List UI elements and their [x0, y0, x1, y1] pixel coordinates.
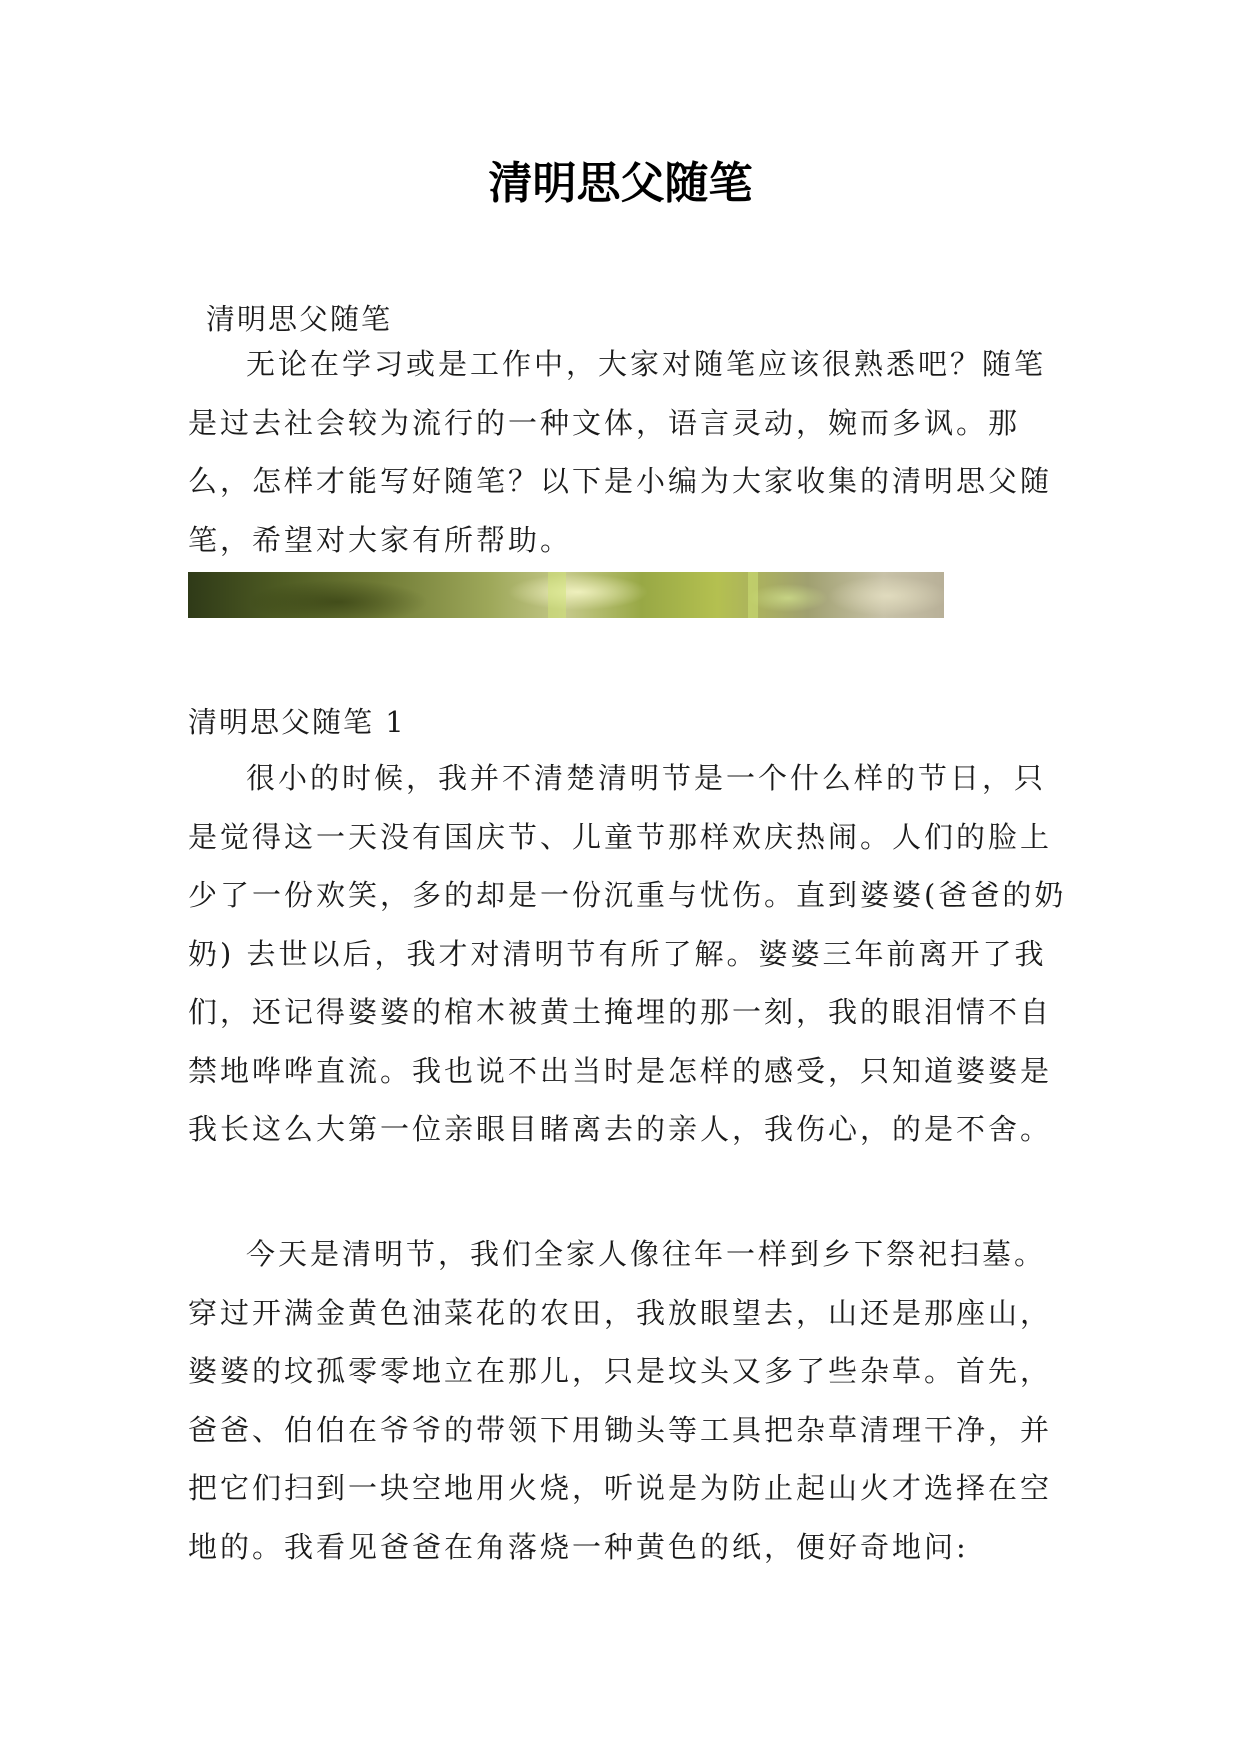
document-subtitle: 清明思父随笔: [206, 302, 393, 336]
decorative-banner-image: [188, 572, 944, 618]
section-heading: 清明思父随笔 1: [188, 705, 406, 739]
intro-paragraph: 无论在学习或是工作中，大家对随笔应该很熟悉吧？随笔是过去社会较为流行的一种文体，语言灵动，婉而多讽。那么，怎样才能写好随笔？以下是小编为大家收集的清明思父随笔，希望对大家有所帮助。: [188, 347, 1053, 557]
banner-highlight: [548, 572, 566, 618]
document-title: 清明思父随笔: [488, 158, 753, 209]
body-paragraph-2: 今天是清明节，我们全家人像往年一样到乡下祭祀扫墓。穿过开满金黄色油菜花的农田，我放眼望去，山还是那座山，婆婆的坟孤零零地立在那儿，只是坟头又多了些杂草。首先，爸爸、伯伯在爷爷的带领下用锄头等工具把杂草清理干净，并把它们扫到一块空地用火烧，听说是为防止起山火才选择在空地的。我看见爸爸在角落烧一种黄色的纸，便好奇地问:: [188, 1237, 1053, 1564]
banner-highlight: [748, 572, 758, 618]
body-paragraph-1: 很小的时候，我并不清楚清明节是一个什么样的节日，只是觉得这一天没有国庆节、儿童节那样欢庆热闹。人们的脸上少了一份欢笑，多的却是一份沉重与忧伤。直到婆婆(爸爸的奶奶) 去世以后，我才对清明节有所了解。婆婆三年前离开了我们，还记得婆婆的棺木被黄土掩埋的那一刻，我的眼泪情不自禁地哗哗直流。我也说不出当时是怎样的感受，只知道婆婆是我长这么大第一位亲眼目睹离去的亲人，我伤心，的是不舍。: [188, 761, 1067, 1146]
